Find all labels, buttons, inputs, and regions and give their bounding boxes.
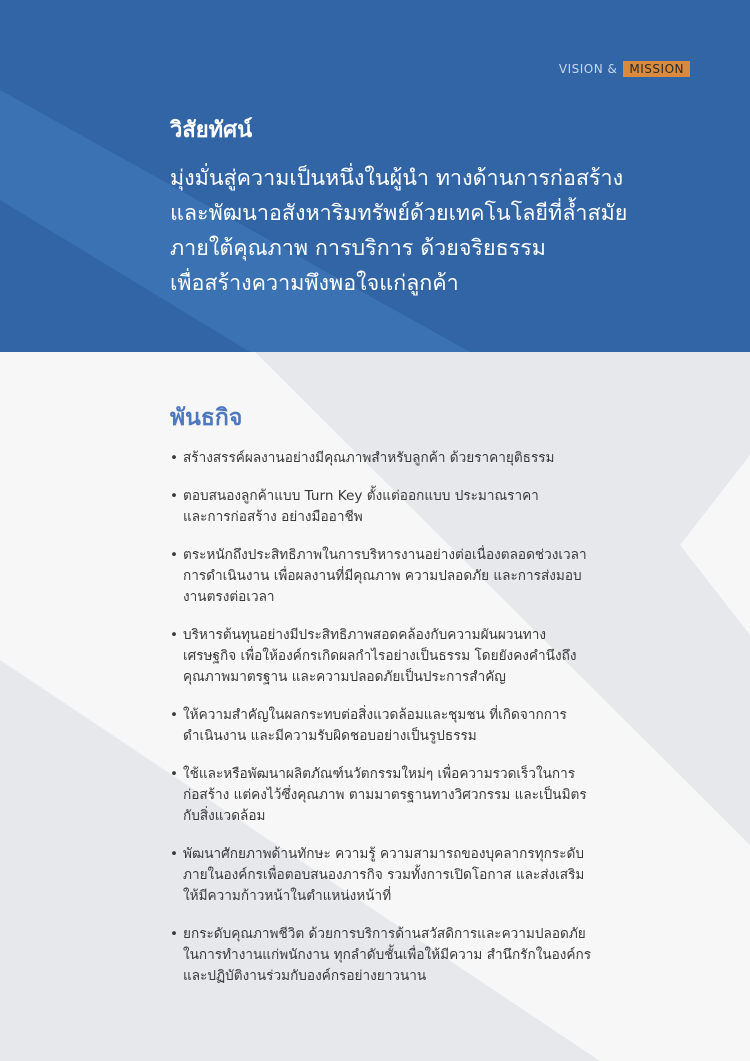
tag-mission-text: MISSION <box>623 61 690 77</box>
mission-item-line: ในการทำงานแก่พนักงาน ทุกลำดับชั้นเพื่อให้มีความ สำนึกรักในองค์กร <box>183 947 592 963</box>
mission-item <box>170 448 650 469</box>
mission-item-line: บริหารต้นทุนอย่างมีประสิทธิภาพสอดคล้องกับความผันผวนทาง <box>183 627 546 643</box>
mission-item-line: กับสิ่งแวดล้อม <box>183 808 266 824</box>
vision-line: ภายใต้คุณภาพ การบริการ ด้วยจริยธรรม <box>170 236 546 261</box>
mission-item-line: ตอบสนองลูกค้าแบบ Turn Key ตั้งแต่ออกแบบ ประมาณราคา <box>183 488 539 504</box>
mission-item <box>170 705 650 747</box>
mission-item-line: ให้ความสำคัญในผลกระทบต่อสิ่งแวดล้อมและชุมชน ที่เกิดจากการ <box>183 707 567 723</box>
mission-item <box>170 486 650 528</box>
mission-item <box>170 924 650 987</box>
vision-line: เพื่อสร้างความพึงพอใจแก่ลูกค้า <box>170 271 459 296</box>
mission-item-line: สร้างสรรค์ผลงานอย่างมีคุณภาพสำหรับลูกค้า ด้วยราคายุติธรรม <box>183 450 555 466</box>
mission-item <box>170 844 650 907</box>
mission-item-line: เศรษฐกิจ เพื่อให้องค์กรเกิดผลกำไรอย่างเป็นธรรม โดยยังคงคำนึงถึง <box>183 648 577 664</box>
bullet: • <box>170 627 179 643</box>
vision-section <box>170 112 690 301</box>
bullet: • <box>170 766 179 782</box>
vision-line: และพัฒนาอสังหาริมทรัพย์ด้วยเทคโนโลยีที่ล้ำสมัย <box>170 201 628 226</box>
vision-line: มุ่งมั่นสู่ความเป็นหนึ่งในผู้นำ ทางด้านการก่อสร้าง <box>170 166 624 191</box>
vision-title: วิสัยทัศน์ <box>170 118 253 143</box>
mission-section <box>170 400 650 1004</box>
mission-item-line: และการก่อสร้าง อย่างมืออาชีพ <box>183 509 363 525</box>
mission-item-line: ตระหนักถึงประสิทธิภาพในการบริหารงานอย่างต่อเนื่องตลอดช่วงเวลา <box>183 547 587 563</box>
bullet: • <box>170 926 179 942</box>
mission-item <box>170 764 650 827</box>
mission-item-line: ใช้และหรือพัฒนาผลิตภัณฑ์นวัตกรรมใหม่ๆ เพื่อความรวดเร็วในการ <box>183 766 576 782</box>
mission-title: พันธกิจ <box>170 405 243 431</box>
mission-item-line: การดำเนินงาน เพื่อผลงานที่มีคุณภาพ ความปลอดภัย และการส่งมอบ <box>183 568 582 584</box>
mission-item-line: คุณภาพมาตรฐาน และความปลอดภัยเป็นประการสำคัญ <box>183 669 506 685</box>
bullet: • <box>170 547 179 563</box>
mission-item-line: งานตรงต่อเวลา <box>183 589 275 605</box>
mission-item-line: พัฒนาศักยภาพด้านทักษะ ความรู้ ความสามารถของบุคลากรทุกระดับ <box>183 846 584 862</box>
mission-item-line: และปฏิบัติงานร่วมกับองค์กรอย่างยาวนาน <box>183 968 427 984</box>
vision-mission-tag <box>559 61 690 77</box>
mission-item <box>170 545 650 608</box>
bullet: • <box>170 450 179 466</box>
mission-item <box>170 625 650 688</box>
mission-item-line: ภายในองค์กรเพื่อตอบสนองภารกิจ รวมทั้งการเปิดโอกาส และส่งเสริม <box>183 867 585 883</box>
mission-item-line: ให้มีความก้าวหน้าในตำแหน่งหน้าที่ <box>183 888 392 904</box>
mission-item-line: ก่อสร้าง แต่คงไว้ซึ่งคุณภาพ ตามมาตรฐานทางวิศวกรรม และเป็นมิตร <box>183 787 587 803</box>
bullet: • <box>170 707 179 723</box>
mission-item-line: ยกระดับคุณภาพชีวิต ด้วยการบริการด้านสวัสดิการและความปลอดภัย <box>183 926 586 942</box>
mission-item-line: ดำเนินงาน และมีความรับผิดชอบอย่างเป็นรูปธรรม <box>183 728 477 744</box>
mission-list <box>170 448 650 987</box>
bullet: • <box>170 846 179 862</box>
tag-vision-text: VISION & <box>558 62 618 76</box>
bullet: • <box>170 488 179 504</box>
